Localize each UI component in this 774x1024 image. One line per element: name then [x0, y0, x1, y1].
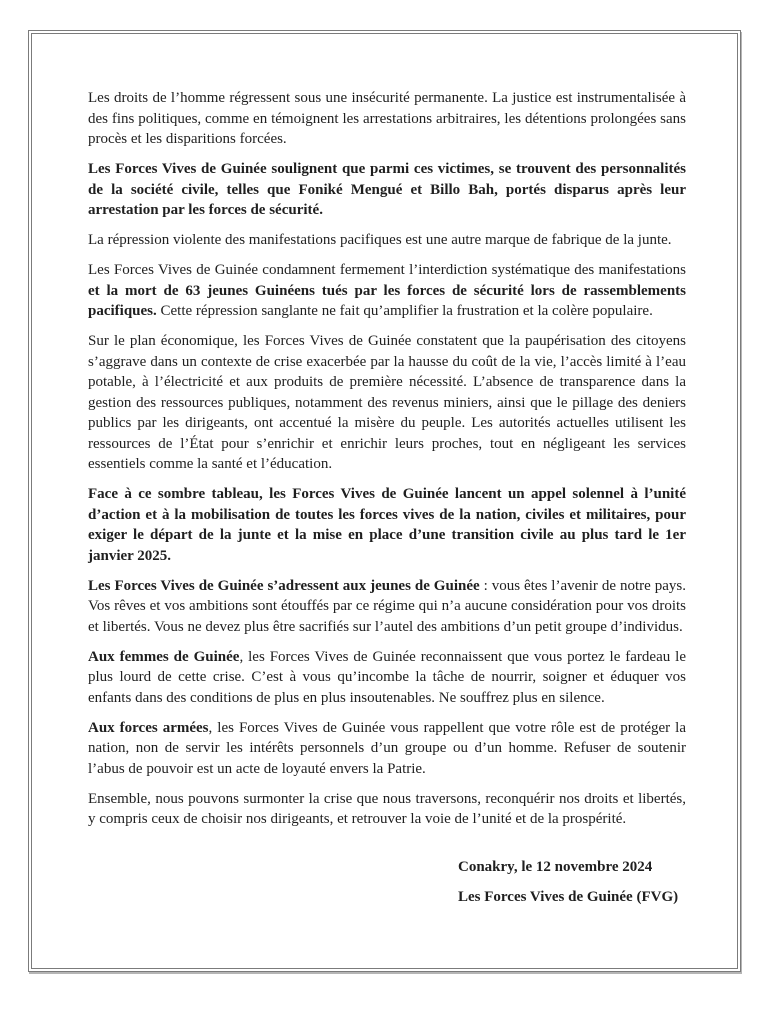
text-segment: Ensemble, nous pouvons surmonter la crise que nous traversons, reconquérir nos droits et libertés, y compris ceux de choisir nos dirigeants, et retrouver la voie de l’unité et de la prospérité. — [88, 790, 686, 827]
paragraph-1 — [88, 88, 686, 150]
paragraph-5 — [88, 331, 686, 475]
text-segment: , les Forces Vives de Guinée vous rappellent que votre rôle est de protéger la nation, non de servir les intérêts personnels d’un groupe ou d’un homme. Refuser de soutenir l’abus de pouvoir est un acte de loyauté envers la Patrie. — [88, 719, 686, 777]
paragraph-3 — [88, 230, 686, 251]
text-segment: Les droits de l’homme régressent sous une insécurité permanente. La justice est instrumentalisée à des fins politiques, comme en témoignent les arrestations arbitraires, les détentions prolongées sans procès et les disparitions forcées. — [88, 90, 686, 147]
signature-organization: Les Forces Vives de Guinée (FVG) — [458, 889, 679, 905]
signature-place-date: Conakry, le 12 novembre 2024 — [458, 858, 653, 875]
paragraph-9 — [88, 718, 686, 780]
text-segment-bold: Aux femmes de Guinée — [88, 648, 240, 665]
text-segment-bold: Les Forces Vives de Guinée s’adressent aux jeunes de Guinée — [88, 577, 480, 594]
paragraph-10 — [88, 789, 686, 830]
paragraph-7 — [88, 576, 686, 638]
signature-block — [458, 857, 686, 908]
text-segment-bold: Face à ce sombre tableau, les Forces Vives de Guinée lancent un appel solennel à l’unité d’action et à la mobilisation de toutes les forces vives de la nation, civiles et militaires, pour exiger le départ de la junte et la mise en place d’une transition civile au plus tard le 1er janvier 2025. — [88, 486, 686, 564]
document-body — [88, 88, 686, 830]
text-segment-bold: et la mort de 63 jeunes Guinéens tués par les forces de sécurité lors de rassemblements pacifiques. — [88, 282, 686, 319]
paragraph-2 — [88, 159, 686, 221]
text-segment: , les Forces Vives de Guinée reconnaissent que vous portez le fardeau le plus lourd de cette crise. C’est à vous qu’incombe la tâche de nourrir, soigner et éduquer vos enfants dans des conditions de plus en plus insoutenables. Ne souffrez plus en silence. — [88, 648, 686, 706]
text-segment-bold: Les Forces Vives de Guinée soulignent que parmi ces victimes, se trouvent des personnalités de la société civile, telles que Foniké Mengué et Billo Bah, portés disparus après leur arrestation par les forces de sécurité. — [88, 161, 686, 218]
text-segment-bold: Aux forces armées — [88, 719, 209, 736]
text-segment: Sur le plan économique, les Forces Vives de Guinée constatent que la paupérisation des citoyens s’aggrave dans un contexte de crise exacerbée par la hausse du coût de la vie, l’accès limité à l’eau potable, à l’électricité et aux produits de première nécessité. L’absence de transparence dans la gestion des ressources publiques, notamment des revenus miniers, ainsi que le pillage des deniers publics par les dirigeants, ont accentué la misère du peuple. Les autorités actuelles utilisent les ressources de l’État pour s’enrichir et enrichir leurs proches, tout en négligeant les services essentiels comme la santé et l’éducation. — [88, 333, 686, 472]
page-border-frame — [28, 30, 741, 972]
paragraph-8 — [88, 647, 686, 709]
document-content — [32, 34, 737, 908]
text-segment: Cette répression sanglante ne fait qu’amplifier la frustration et la colère populaire. — [156, 303, 653, 319]
text-segment: La répression violente des manifestations pacifiques est une autre marque de fabrique de la junte. — [88, 232, 672, 248]
text-segment: Les Forces Vives de Guinée condamnent fermement l’interdiction systématique des manifestations — [88, 262, 686, 278]
paragraph-6 — [88, 484, 686, 566]
paragraph-4 — [88, 260, 686, 322]
text-segment: : vous êtes l’avenir de notre pays. Vos rêves et vos ambitions sont étouffés par ce régime qui n’a aucune considération pour vos droits et libertés. Vous ne devez plus être sacrifiés sur l’autel des ambitions d’un petit groupe d’individus. — [88, 577, 686, 635]
